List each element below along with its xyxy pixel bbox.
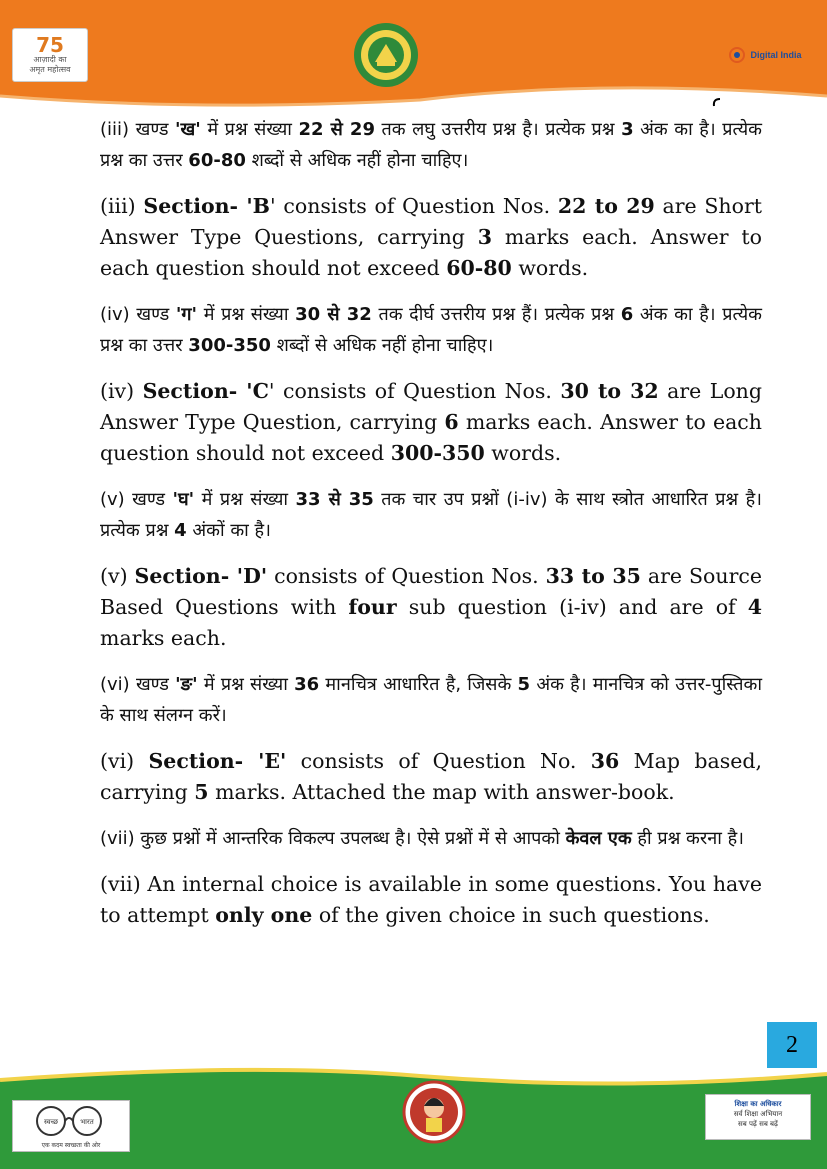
bold-run: 'ग'	[175, 304, 198, 325]
text-run: शब्दों से अधिक नहीं होना चाहिए।	[245, 150, 469, 171]
bold-run: four	[348, 595, 397, 619]
text-run: शब्दों से अधिक नहीं होना चाहिए।	[270, 335, 494, 356]
bold-run: 3	[477, 225, 493, 249]
bold-run: 6	[620, 304, 634, 325]
text-run: तक दीर्घ उत्तरीय प्रश्न हैं। प्रत्येक प्रश्न	[371, 304, 621, 325]
text-run: (iii)	[100, 194, 144, 218]
kvs-emblem-icon	[353, 22, 419, 88]
text-run: (iv) खण्ड	[100, 304, 176, 325]
text-run: of the given choice in such questions.	[312, 903, 710, 927]
text-run: (iii) खण्ड	[100, 119, 176, 140]
text-run: marks each. Answer to each question should not exceed	[100, 410, 762, 465]
bold-run: केवल एक	[565, 828, 632, 849]
text-run: ही प्रश्न करना है।	[631, 828, 744, 849]
spectacles-icon	[13, 1101, 129, 1141]
text-run: में प्रश्न संख्या	[200, 119, 299, 140]
bold-run: 22 to 29	[557, 194, 655, 218]
beti-bachao-girl-icon	[402, 1078, 466, 1148]
instruction-paragraph-en	[100, 869, 762, 931]
text-run: में प्रश्न संख्या	[194, 489, 296, 510]
digital-india-logo: Digital India	[728, 40, 802, 70]
bold-run: Section- 'E'	[148, 749, 287, 773]
text-run: (iv)	[100, 379, 143, 403]
text-run: sub question (i-iv) and are of	[396, 595, 748, 619]
bold-run: 5	[517, 674, 531, 695]
text-run: ' consists of Question Nos.	[270, 194, 558, 218]
text-run: मानचित्र आधारित है, जिसके	[319, 674, 518, 695]
bold-run: 30 to 32	[560, 379, 659, 403]
text-run: are Short Answer Type Questions, carrying	[100, 194, 762, 249]
text-run: अंक का है। प्रत्येक प्रश्न का उत्तर	[100, 119, 762, 171]
text-run: ' consists of Question Nos.	[268, 379, 561, 403]
digital-india-icon	[728, 46, 746, 64]
text-run: (vii) An internal choice is available in some questions. You have to attempt	[100, 872, 762, 927]
page-number: 2	[767, 1022, 817, 1068]
text-run: (v) खण्ड	[100, 489, 173, 510]
text-run: (vi)	[100, 749, 149, 773]
instruction-paragraph-en	[100, 191, 762, 284]
rte-title: शिक्षा का अधिकार	[734, 1100, 782, 1108]
text-run: में प्रश्न संख्या	[197, 304, 296, 325]
bold-run: 3	[621, 119, 634, 140]
bold-run: 6	[444, 410, 459, 434]
bold-run: Section- 'D'	[134, 564, 268, 588]
bold-run: 60-80	[188, 150, 246, 171]
instruction-paragraph-en	[100, 376, 762, 469]
bold-run: only one	[215, 903, 313, 927]
text-run: consists of Question No.	[286, 749, 591, 773]
bold-run: Section- 'C	[142, 379, 269, 403]
rte-sarva-shiksha-logo	[705, 1094, 811, 1140]
swachh-bharat-logo	[12, 1100, 130, 1152]
bold-run: 36	[294, 674, 320, 695]
rte-line2: सब पढ़ें सब बढ़ें	[738, 1120, 778, 1128]
swachh-tagline: एक कदम स्वच्छता की ओर	[41, 1142, 101, 1149]
bold-run: 'घ'	[172, 489, 195, 510]
text-run: अंक का है। प्रत्येक प्रश्न का उत्तर	[100, 304, 762, 356]
bold-run: 300-350	[390, 441, 485, 465]
bold-run: 'ख'	[175, 119, 201, 140]
text-run: words.	[484, 441, 562, 465]
text-run: marks each. Answer to each question should not exceed	[100, 225, 763, 280]
text-run: अंकों का है।	[186, 520, 271, 541]
bold-run: 22 से 29	[298, 119, 375, 140]
instruction-paragraph-hi	[100, 823, 762, 854]
bold-run: 4	[174, 520, 187, 541]
rte-line1: सर्व शिक्षा अभियान	[733, 1110, 783, 1118]
bold-run: 300-350	[188, 335, 271, 356]
text-run: (vi) खण्ड	[100, 674, 176, 695]
stray-mark-icon	[710, 96, 724, 110]
bold-run: Section- 'B	[143, 194, 271, 218]
text-run: में प्रश्न संख्या	[197, 674, 295, 695]
bold-run: 'ङ'	[175, 674, 198, 695]
text-run: are Source Based Questions with	[100, 564, 763, 619]
text-run: (v)	[100, 564, 135, 588]
bold-run: 30 से 32	[295, 304, 372, 325]
instruction-paragraph-en	[100, 561, 762, 654]
text-run: words.	[511, 256, 589, 280]
bold-run: 5	[194, 780, 209, 804]
swachh-word: स्वच्छ	[43, 1118, 59, 1126]
instruction-paragraph-hi	[100, 114, 762, 176]
bold-run: 33 to 35	[545, 564, 641, 588]
text-run: marks. Attached the map with answer-book.	[208, 780, 675, 804]
bold-run: 4	[747, 595, 762, 619]
instruction-paragraph-hi	[100, 669, 762, 731]
instruction-paragraph-en	[100, 746, 762, 808]
text-run: तक लघु उत्तरीय प्रश्न है। प्रत्येक प्रश्न	[374, 119, 622, 140]
text-run: Map based, carrying	[100, 749, 762, 804]
text-run: marks each.	[100, 626, 227, 650]
instructions-body	[100, 114, 762, 946]
text-run: (vii) कुछ प्रश्नों में आन्तरिक विकल्प उपलब्ध है। ऐसे प्रश्नों में से आपको	[100, 828, 566, 849]
bharat-word: भारत	[80, 1118, 94, 1126]
bold-run: 33 से 35	[295, 489, 374, 510]
text-run: are Long Answer Type Question, carrying	[100, 379, 762, 434]
text-run: तक चार उप प्रश्नों (i-iv) के साथ स्त्रोत आधारित प्रश्न है। प्रत्येक प्रश्न	[100, 489, 762, 541]
instruction-paragraph-hi	[100, 484, 762, 546]
bold-run: 60-80	[446, 256, 512, 280]
text-run: consists of Question Nos.	[267, 564, 546, 588]
text-run: अंक है। मानचित्र को उत्तर-पुस्तिका के साथ संलग्न करें।	[100, 674, 762, 726]
bold-run: 36	[590, 749, 620, 773]
azadi-ka-amrit-mahotsav-logo: 75 आज़ादी का अमृत महोत्सव	[12, 28, 88, 82]
instruction-paragraph-hi	[100, 299, 762, 361]
